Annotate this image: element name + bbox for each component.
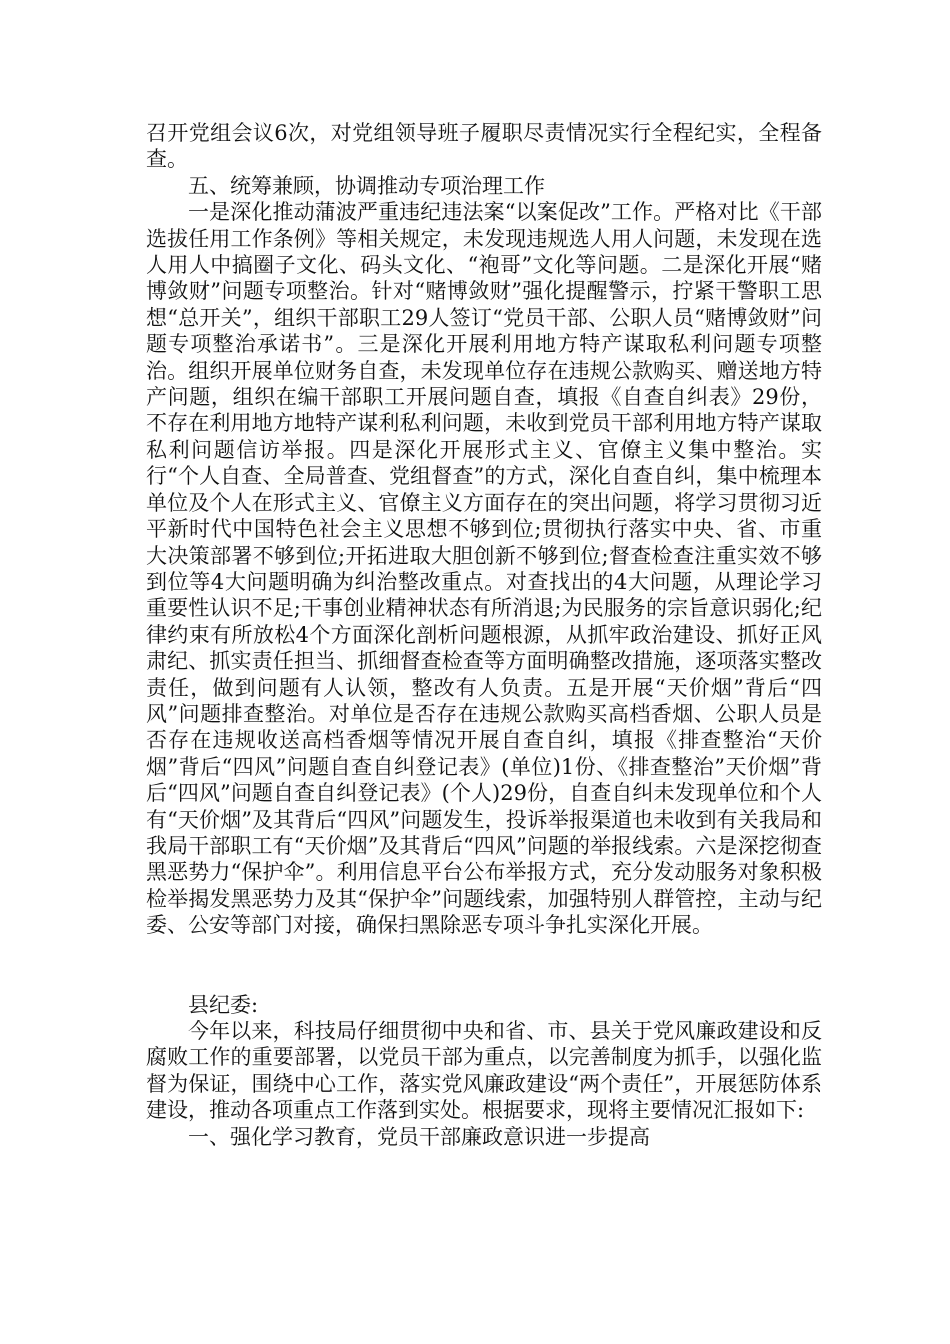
paragraph-special-governance: 一是深化推动蒲波严重违纪违法案“以案促改”工作。严格对比《干部选拔任用工作条例》等相关规定，未发现违规选人用人问题，未发现在选人用人中搞圈子文化、码头文化、“袍哥”文化等问题。二是深化开展“赌博敛财”问题专项整治。针对“赌博敛财”强化提醒警示，拧紧干警职工思想“总开关”，组织干部职工29人签订“党员干部、公职人员“赌博敛财”问题专项整治承诺书”。三是深化开展利用地方特产谋取私利问题专项整治。组织开展单位财务自查，未发现单位存在违规公款购买、赠送地方特产问题，组织在编干部职工开展问题自查，填报《自查自纠表》29份，不存在利用地方地特产谋利私利问题，未收到党员干部利用地方特产谋取私利问题信访举报。四是深化开展形式主义、官僚主义集中整治。实行“个人自查、全局普查、党组督查”的方式，深化自查自纠，集中梳理本单位及个人在形式主义、官僚主义方面存在的突出问题，将学习贯彻习近平新时代中国特色社会主义思想不够到位;贯彻执行落实中央、省、市重大决策部署不够到位;开拓进取大胆创新不够到位;督查检查注重实效不够到位等4大问题明确为纠治整改重点。对查找出的4大问题，从理论学习重要性认识不足;干事创业精神状态有所消退;为民服务的宗旨意识弱化;纪律约束有所放松4个方面深化剖析问题根源，从抓牢政治建设、抓好正风肃纪、抓实责任担当、抓细督查检查等方面明确整改措施，逐项落实整改责任，做到问题有人认领，整改有人负责。五是开展“天价烟”背后“四风”问题排查整治。对单位是否存在违规公款购买高档香烟、公职人员是否存在违规收送高档香烟等情况开展自查自纠，填报《排查整治“天价烟”背后“四风”问题自查自纠登记表》(单位)1份、《排查整治”天价烟”背后“四风”问题自查自纠登记表》(个人)29份，自查自纠未发现单位和个人有“天价烟”及其背后“四风”问题发生，投诉举报渠道也未收到有关我局和我局干部职工有“天价烟”及其背后“四风”问题的举报线索。六是深挖彻查黑恶势力“保护伞”。利用信息平台公布举报方式，充分发动服务对象积极检举揭发黑恶势力及其“保护伞”问题线索，加强特别人群管控，主动与纪委、公安等部门对接，确保扫黑除恶专项斗争扎实深化开展。 [146, 200, 822, 938]
paragraph-continuation: 召开党组会议6次，对党组领导班子履职尽责情况实行全程纪实，全程备查。 [146, 121, 822, 172]
section-heading-one: 一、强化学习教育，党员干部廉政意识进一步提高 [188, 1124, 650, 1149]
paragraph-gap [146, 939, 822, 992]
addressee: 县纪委: [188, 992, 259, 1017]
document-body [146, 120, 822, 1150]
section-heading-five: 五、统筹兼顾，协调推动专项治理工作 [188, 173, 545, 198]
paragraph-intro: 今年以来，科技局仔细贯彻中央和省、市、县关于党风廉政建设和反腐败工作的重要部署，以党员干部为重点，以完善制度为抓手，以强化监督为保证，围绕中心工作，落实党风廉政建设“两个责任”，开展惩防体系建设，推动各项重点工作落到实处。根据要求，现将主要情况汇报如下: [146, 1019, 822, 1123]
